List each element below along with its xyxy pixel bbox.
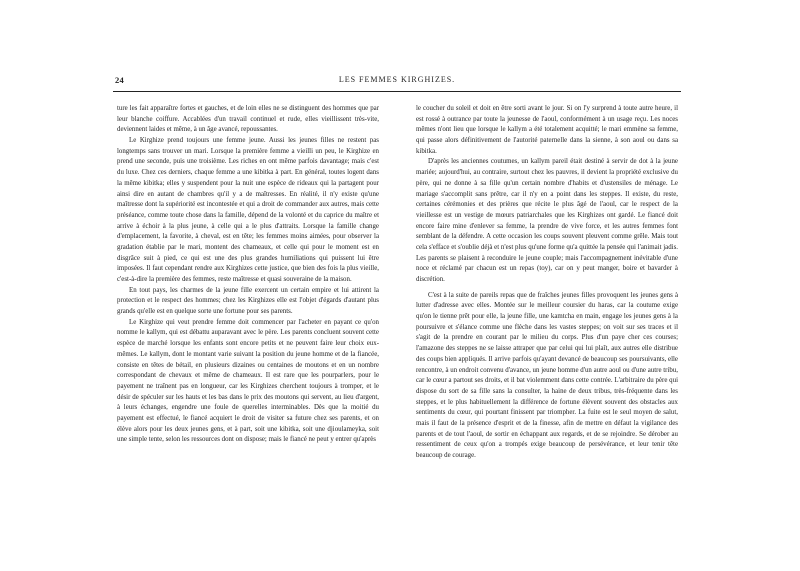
paragraph: Le Kirghize prend toujours une femme jeune. Aussi les jeunes filles ne restent pas longtemps sans trouver un mari. Lorsque la première femme a vieilli un peu, le Kirghize en prend une seconde, puis une troisième. Les riches en ont même parfois davantage; mais c'est du luxe. Chez ces derniers, chaque femme a une kibitka à part. En général, toutes logent dans la même kibitka; elles y suspendent pour la nuit une espèce de rideaux qui la partagent pour ainsi dire en autant de chambres qu'il y a de maîtresses. En réalité, il n'y existe qu'une maîtresse dont la supériorité est incontestée et qui a droit de commander aux autres, mais cette préséance, comme toute chose dans la famille, dépend de la volonté et du caprice du maître et arrive à échoir à la plus jeune, à celle qui a le plus d'attraits. Lorsque la famille change d'emplacement, la favorite, à cheval, est en tête; les femmes moins aimées, pour observer la gradation établie par le mari, montent des chameaux, et celle qui pour le moment est en disgrâce suit à pied, ce qui est une des plus grandes humiliations qui puissent lui être imposées. Il faut cependant rendre aux Kirghizes cette justice, que bien des fois la plus vieille, c'est-à-dire la première des femmes, reste maîtresse et quasi souveraine de la maison. xyxy=(117,137,379,283)
paragraph: En tout pays, les charmes de la jeune fille exercent un certain empire et lui attirent la protection et le respect des hommes; chez les Kirghizes elle est l'objet d'égards d'autant plus grands qu'elle est en quelque sorte une fortune pour ses parents. xyxy=(117,286,379,316)
paragraph: C'est à la suite de pareils repas que de fraîches jeunes filles provoquent les jeunes gens à lutter d'adresse avec elles. Montée sur le meilleur coursier du haras, car la coutume exige qu'on le tienne prêt pour elle, la jeune fille, une kamtcha en main, engage les jeunes gens à la poursuivre et s'élance comme une flèche dans les vastes steppes; on voit sur ses traces et il s'agit de la prendre en courant par le milieu du corps. Plus d'un paye cher ces courses; l'amazone des steppes ne se laisse attraper que par celui qui lui plaît, aux autres elle distribue des coups bien appliqués. Il arrive parfois qu'ayant devancé de beaucoup ses poursuivants, elle rencontre, à un endroit convenu d'avance, un jeune homme d'un autre aoul ou d'une autre tribu, car le cœur a partout ses droits, et il bat violemment dans cette contrée. L'arbitraire du père qui dispose du sort de sa fille sans la consulter, la haine de deux tribus, très-fréquente dans les steppes, et le plus habituellement la différence de fortune élèvent souvent des obstacles aux sentiments du cœur, qui pourtant finissent par triompher. La fuite est le seul moyen de salut, mais il faut de la présence d'esprit et de la finesse, afin de mettre en défaut la vigilance des parents et de tout l'aoul, de sortir en échappant aux regards, et de se rejoindre. Se dérober au ressentiment de ceux qu'on a trompés exige beaucoup de persévérance, et leur tenir tête beaucoup de courage. xyxy=(416,291,678,459)
paragraph: Le Kirghize qui veut prendre femme doit commencer par l'acheter en payant ce qu'on nomme le kallym, qui est débattu auparavant avec le père. Les parents concluent souvent cette espèce de marché lorsque les enfants sont encore petits et ne peuvent faire leur choix eux-mêmes. Le kallym, dont le montant varie suivant la position du jeune homme et de la fiancée, consiste en têtes de bétail, en plusieurs dizaines ou centaines de moutons et en un nombre correspondant de chevaux et même de chameaux. Il est rare que les pourparlers, pour le payement ne traînent pas en longueur, car les Kirghizes cherchent toujours à tromper, et le désir de spéculer sur les hauts et les bas dans le prix des moutons qui servent, au lieu d'argent, à leurs échanges, engendre une foule de querelles interminables. Dès que la moitié du payement est effectué, le fiancé acquiert le droit de visiter sa future chez ses parents, et on élève alors pour les deux jeunes gens, et à part, soit une kibitka, soit une djioulameyka, soit une simple tente, selon les ressources dont on dispose; mais le fiancé ne peut y entrer qu'après xyxy=(117,318,379,444)
right-column xyxy=(416,104,678,462)
paragraph: ture les fait apparaître fortes et gauches, et de loin elles ne se distinguent des hommes que par leur blanche coiffure. Accablées d'un travail continuel et rude, elles vieillissent très-vite, deviennent laides et même, à un âge avancé, repoussantes. xyxy=(117,105,379,134)
paragraph: le coucher du soleil et doit en être sorti avant le jour. Si on l'y surprend à toute autre heure, il est rossé à outrance par toute la jeunesse de l'aoul, conformément à un usage reçu. Les noces mêmes n'ont lieu que lorsque le kallym a été totalement acquitté; le mari emmène sa femme, qui passe alors définitivement de l'autorité paternelle dans la sienne, à son aoul ou dans sa kibitka. xyxy=(416,105,678,155)
page-header xyxy=(115,75,679,89)
running-title: LES FEMMES KIRGHIZES. xyxy=(338,75,456,84)
paragraph: D'après les anciennes coutumes, un kallym pareil était destiné à servir de dot à la jeune mariée; aujourd'hui, au contraire, surtout chez les pauvres, il devient la propriété exclusive du père, qui ne donne à sa fille qu'un certain nombre d'habits et d'ustensiles de ménage. Le mariage s'accomplit sans prêtre, car il n'y en a point dans les steppes. Il existe, du reste, certaines cérémonies et des prières que récite le plus âgé de l'aoul, car le respect de la vieillesse est un vestige de mœurs patriarchales que les Kirghizes ont gardé. Le fiancé doit encore faire mine d'enlever sa femme, la prendre de vive force, et les autres femmes font semblant de la défendre. A cette occasion les coups souvent pleuvent comme grêle. Mais tout cela s'efface et s'oublie déjà et n'est plus qu'une forme qu'a quittée la pensée qui l'animait jadis. Les parents se plaisent à reconduire le jeune couple; mais l'accompagnement inévitable d'une noce et réclamé par chacun est un repas (toy), car on y peut manger, boire et bavarder à discrétion. xyxy=(416,158,678,283)
header-rule xyxy=(113,91,681,92)
page-number: 24 xyxy=(115,75,125,85)
left-column xyxy=(117,104,379,446)
